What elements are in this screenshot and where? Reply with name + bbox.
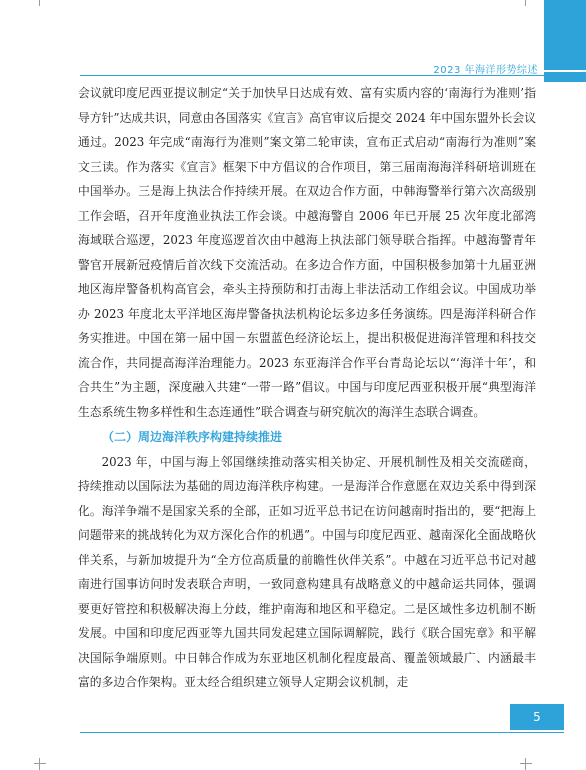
crop-mark-bottom-left — [34, 758, 46, 770]
running-title: 2023 年海洋形势综述 — [433, 65, 538, 76]
crop-mark-top-left — [34, 0, 46, 6]
header-rule-tab — [544, 72, 586, 82]
section-heading: （二）周边海洋秩序构建持续推进 — [102, 430, 283, 444]
header-rule — [80, 75, 544, 76]
crop-mark-top-right — [520, 0, 532, 6]
body-paragraph: 2023 年，中国与海上邻国继续推动落实相关协定、开展机制性及相关交流磋商，持续推动以国际法为基础的周边海洋秩序构建。一是海洋合作意愿在双边关系中得到深化。海洋争端不是国家关系的全部，正如习近平总书记在访问越南时指出的，要“把海上问题带来的挑战转化为双方深化合作的机遇”。中国与印度尼西亚、越南深化全面战略伙伴关系，与新加坡提升为“全方位高质量的前瞻性伙伴关系”。中越在习近平总书记对越南进行国事访问时发表联合声明，一致同意构建具有战略意义的中越命运共同体，强调要更好管控和积极解决海上分歧，维护南海和地区和平稳定。二是区域性多边机制不断发展。中国和印度尼西亚等九国共同发起建立国际调解院，践行《联合国宪章》和平解决国际争端原则。中日韩合作成为东亚地区机制化程度最高、覆盖领域最广、内涵最丰富的多边合作架构。亚太经合组织建立领导人定期会议机制，走 — [78, 454, 536, 689]
header-color-strip — [544, 0, 586, 70]
crop-mark-bottom-right — [520, 758, 532, 770]
footer-rule — [80, 732, 564, 733]
page-body — [78, 81, 536, 695]
body-paragraph: 会议就印度尼西亚提议制定“关于加快早日达成有效、富有实质内容的‘南海行为准则’指导方针”达成共识，同意由各国落实《宣言》高官审议后提交 2024 年中国东盟外长会议通过。2023 年完成“南海行为准则”案文第二轮审读，宣布正式启动“南海行为准则”案文三读。作为落实《宣言》框架下中方倡议的合作项目，第三届南海海洋科研培训班在中国举办。三是海上执法合作持续开展。在双边合作方面，中韩海警举行第六次高级别工作会晤，召开年度渔业执法工作会谈。中越海警自 2006 年已开展 25 次年度北部湾海域联合巡逻，2023 年度巡逻首次由中越海上执法部门领导联合指挥。中越海警青年警官开展新冠疫情后首次线下交流活动。在多边合作方面，中国积极参加第十九届亚洲地区海岸警备机构高官会，牵头主持预防和打击海上非法活动工作组会议。中国成功举办 2023 年度北太平洋地区海岸警备执法机构论坛多边多任务演练。四是海洋科研合作务实推进。中国在第一届中国－东盟蓝色经济论坛上，提出积极促进海洋管理和科技交流合作，共同提高海洋治理能力。2023 东亚海洋合作平台青岛论坛以“‘海洋十年’，和合共生”为主题，深度融入共建“一带一路”倡议。中国与印度尼西亚积极开展“典型海洋生态系统生物多样性和生态连通性”联合调查与研究航次的海洋生态联合调查。 — [78, 86, 536, 419]
page-number: 5 — [510, 704, 564, 730]
